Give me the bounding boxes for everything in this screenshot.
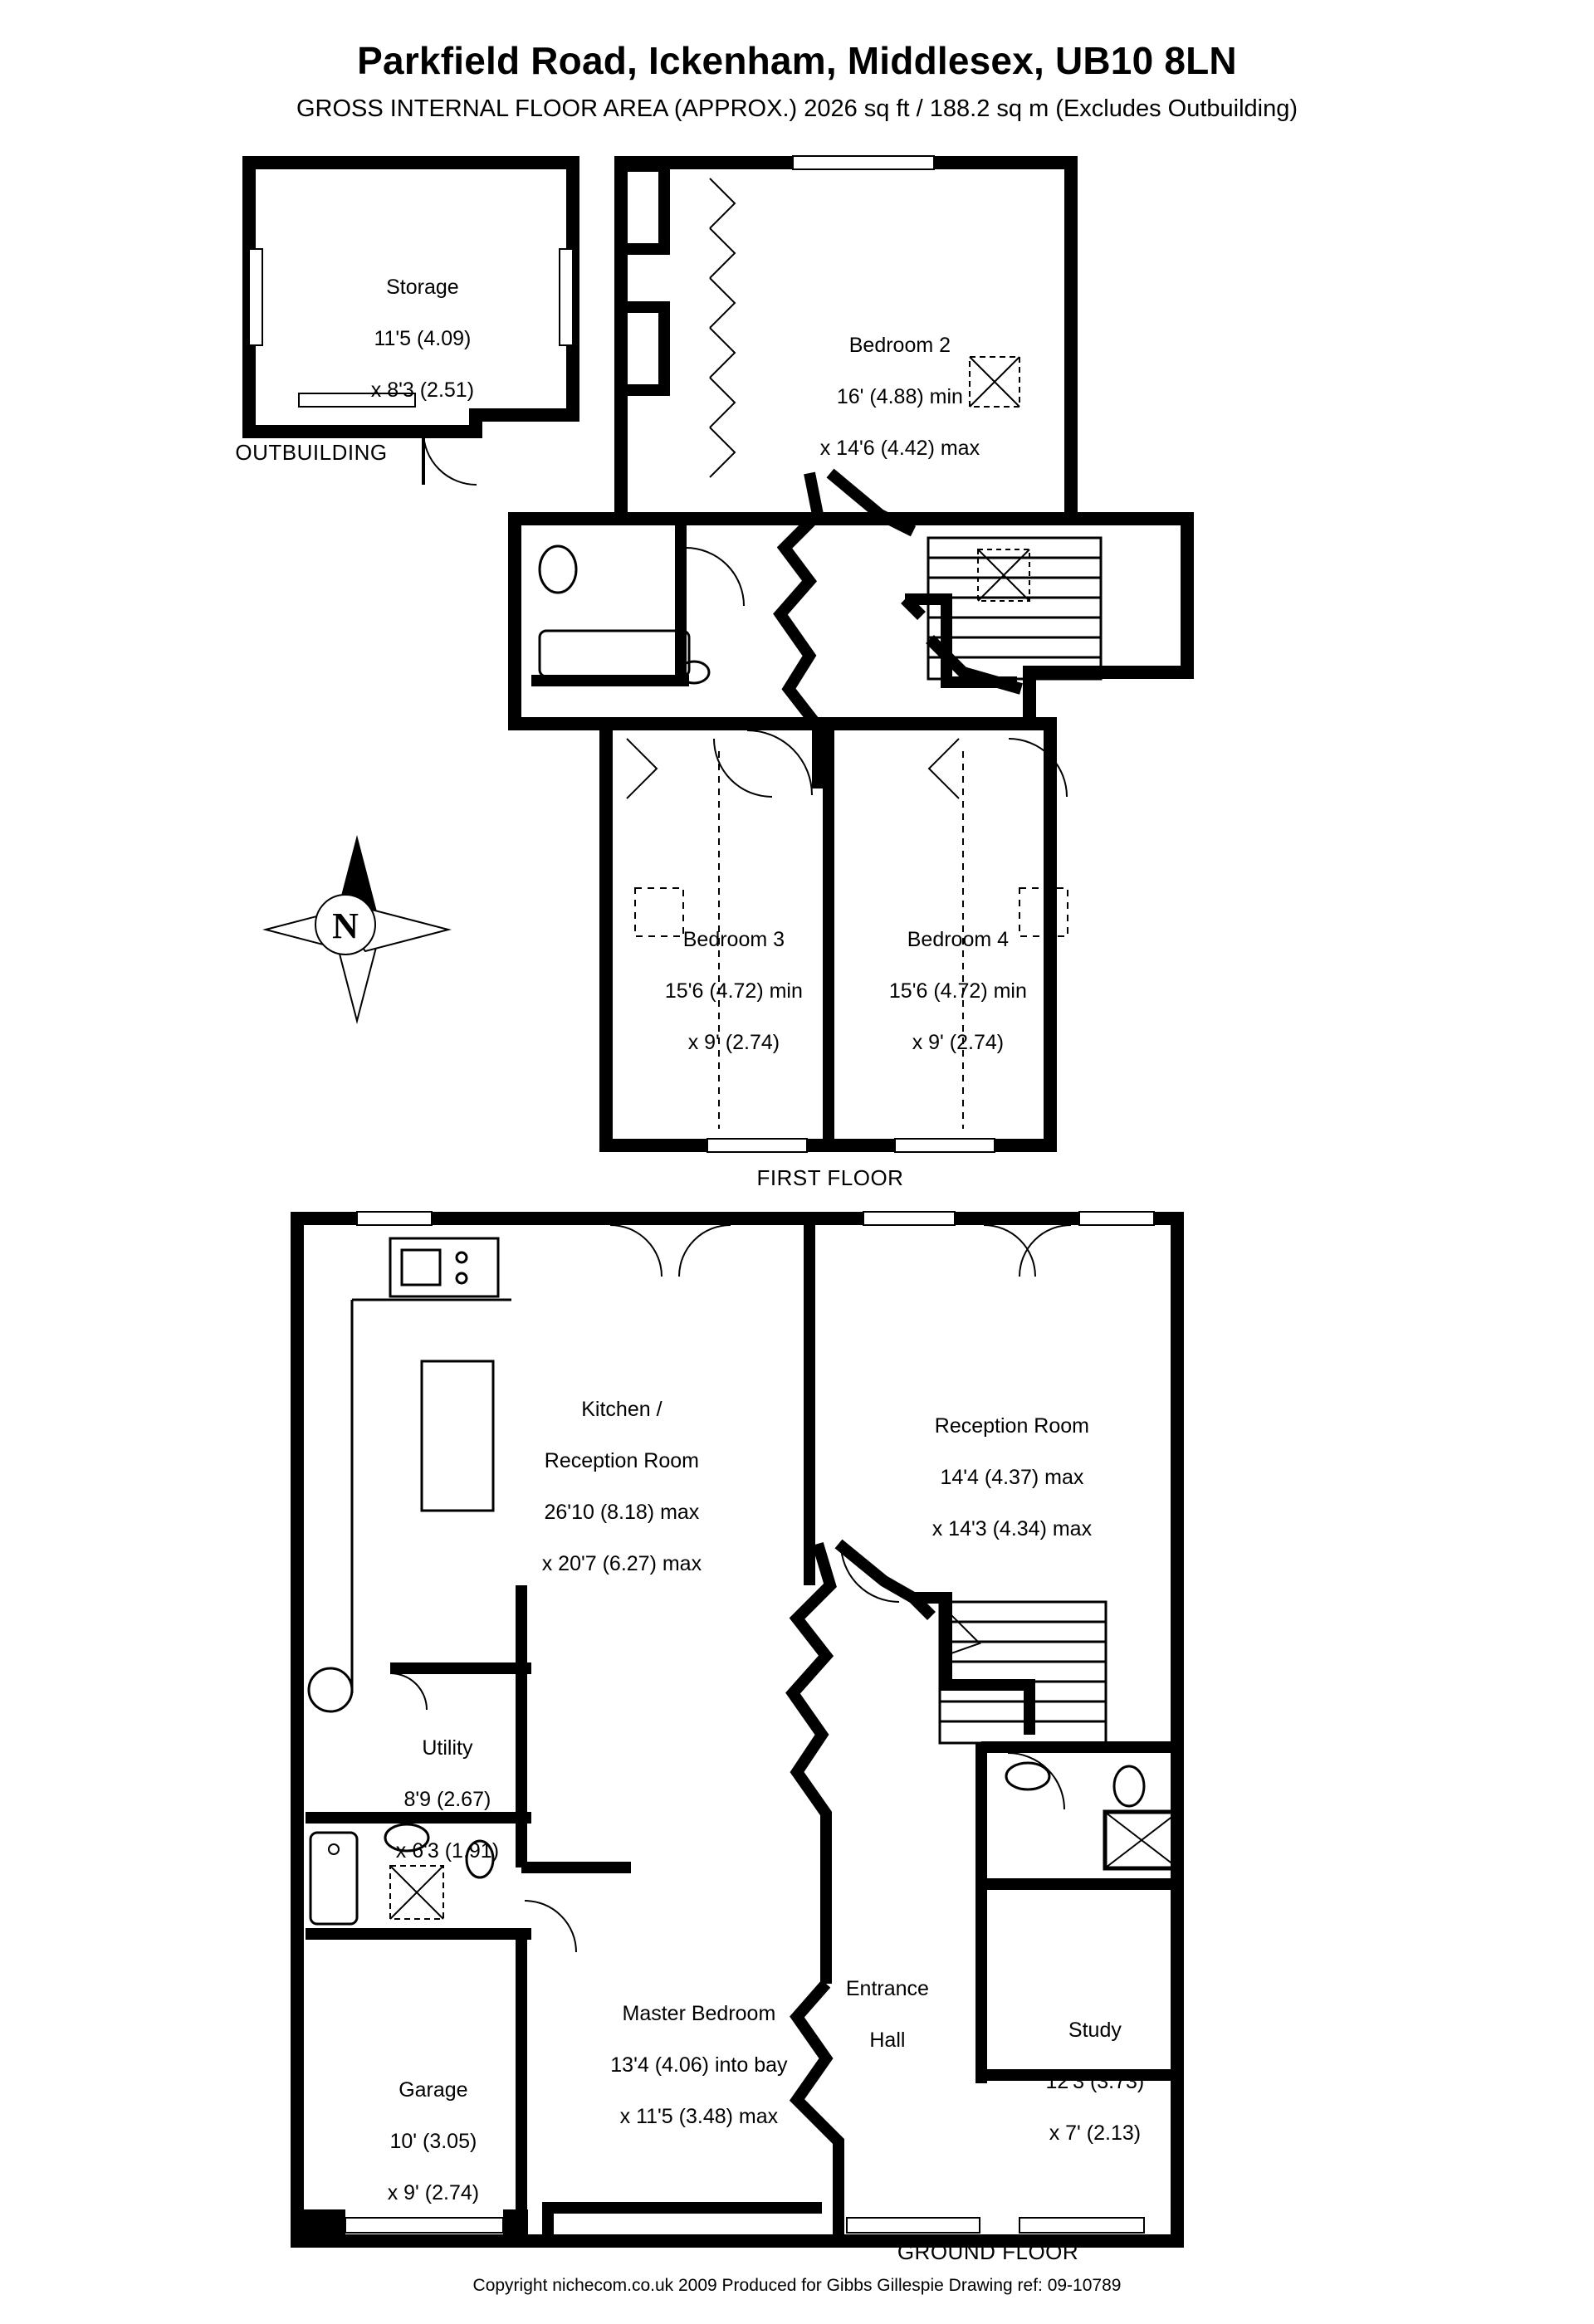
room-label-bedroom-2 (747, 307, 1029, 487)
floor-label-ground: GROUND FLOOR (897, 2239, 1079, 2264)
room-dim1: 15'6 (4.72) min (888, 979, 1027, 1003)
room-dim1: 16' (4.88) min (836, 385, 963, 408)
room-dim1: Hall (869, 2029, 906, 2052)
room-dim2: x 11'5 (3.48) max (619, 2105, 779, 2128)
room-label-bedroom-3 (606, 901, 839, 1081)
room-dim2: x 14'6 (4.42) max (819, 437, 980, 460)
room-name: Study (1068, 2019, 1122, 2042)
page-title: Parkfield Road, Ickenham, Middlesex, UB10 8LN (357, 39, 1237, 82)
floor-label-first: FIRST FLOOR (756, 1165, 904, 1190)
room-dim1: 15'6 (4.72) min (664, 979, 803, 1003)
room-dim1: 13'4 (4.06) into bay (610, 2053, 788, 2077)
room-label-bedroom-4 (830, 901, 1063, 1081)
room-label-study (980, 1992, 1187, 2172)
room-dim2: x 9' (2.74) (387, 2181, 480, 2204)
floor-label-outbuilding: OUTBUILDING (235, 440, 388, 465)
room-dim1: 11'5 (4.09) (374, 327, 472, 350)
room-label-reception-room (863, 1388, 1137, 1568)
page-subtitle: GROSS INTERNAL FLOOR AREA (APPROX.) 2026 sq ft / 188.2 sq m (Excludes Outbuilding) (296, 95, 1298, 122)
room-name: Kitchen / (581, 1398, 663, 1421)
room-label-utility (328, 1710, 544, 1890)
room-dim1: 14'4 (4.37) max (940, 1466, 1084, 1489)
room-name: Utility (422, 1736, 473, 1760)
room-name: Garage (398, 2078, 468, 2102)
room-dim1: 8'9 (2.67) (403, 1788, 491, 1811)
room-name: Bedroom 2 (848, 334, 951, 357)
room-dim2: x 6'3 (1.91) (395, 1839, 500, 1863)
room-dim2: x 8'3 (2.51) (370, 378, 475, 402)
room-label-storage (286, 249, 535, 429)
copyright-footer: Copyright nichecom.co.uk 2009 Produced for Gibbs Gillespie Drawing ref: 09-10789 (472, 2276, 1122, 2295)
compass-rose (249, 822, 465, 1038)
room-label-garage (314, 2052, 530, 2232)
room-name: Reception Room (934, 1414, 1089, 1438)
room-name-2: Reception Room (544, 1449, 699, 1472)
room-name: Entrance (845, 1977, 929, 2000)
room-name: Bedroom 4 (907, 928, 1010, 951)
room-dim1: 10' (3.05) (389, 2130, 477, 2153)
room-dim2: x 9' (2.74) (912, 1031, 1005, 1054)
room-name: Master Bedroom (622, 2002, 776, 2025)
room-dim1: 26'10 (8.18) max (544, 1501, 700, 1524)
room-name: Bedroom 3 (682, 928, 785, 951)
room-label-entrance-hall (772, 1950, 980, 2079)
room-name: Storage (386, 276, 459, 299)
room-dim2: x 20'7 (6.27) max (541, 1552, 702, 1575)
room-dim2: x 7' (2.13) (1049, 2121, 1142, 2145)
room-label-kitchen-reception (477, 1371, 743, 1603)
room-dim2: x 9' (2.74) (687, 1031, 780, 1054)
compass-north-label: N (332, 906, 359, 946)
room-dim2: x 14'3 (4.34) max (931, 1517, 1093, 1540)
room-dim1: 12'3 (3.73) (1045, 2070, 1145, 2093)
